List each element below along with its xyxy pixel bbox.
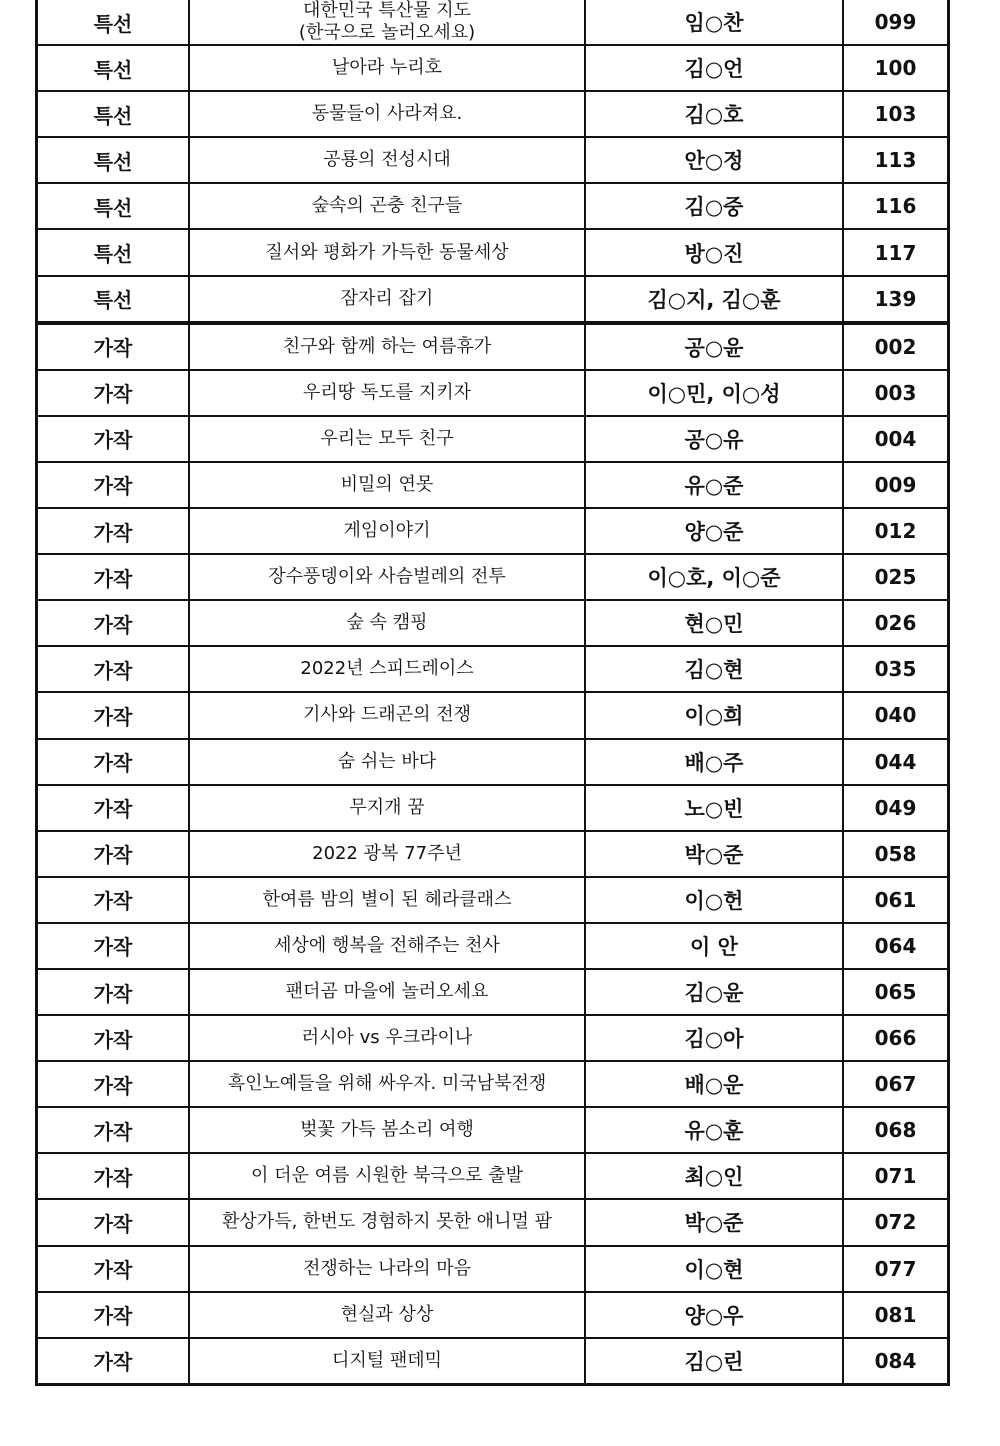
artwork-title-cell: 장수풍뎅이와 사슴벌레의 전투	[189, 554, 585, 600]
entry-number-cell: 116	[843, 183, 949, 229]
entry-number-cell: 025	[843, 554, 949, 600]
award-category-cell: 가작	[37, 1292, 190, 1338]
student-name-cell: 현○민	[585, 600, 843, 646]
student-name-cell: 김○아	[585, 1015, 843, 1061]
table-row	[37, 923, 949, 969]
entry-number-cell: 103	[843, 91, 949, 137]
artwork-title-cell: 질서와 평화가 가득한 동물세상	[189, 229, 585, 275]
award-category-cell: 가작	[37, 1246, 190, 1292]
table-row	[37, 1292, 949, 1338]
student-name-cell: 공○윤	[585, 323, 843, 370]
artwork-title-cell: 디지털 팬데믹	[189, 1338, 585, 1385]
entry-number-cell: 099	[843, 0, 949, 45]
student-name-cell: 이○현	[585, 1246, 843, 1292]
artwork-title-cell: 게임이야기	[189, 508, 585, 554]
award-category-cell: 가작	[37, 554, 190, 600]
artwork-title-cell: 2022년 스피드레이스	[189, 646, 585, 692]
table-row	[37, 1061, 949, 1107]
artwork-title-cell: 대한민국 특산물 지도 (한국으로 놀러오세요)	[189, 0, 585, 45]
artwork-title-cell: 친구와 함께 하는 여름휴가	[189, 323, 585, 370]
artwork-title-cell: 흑인노예들을 위해 싸우자. 미국남북전쟁	[189, 1061, 585, 1107]
table-row	[37, 554, 949, 600]
student-name-cell: 이○호, 이○준	[585, 554, 843, 600]
table-row	[37, 969, 949, 1015]
award-category-cell: 가작	[37, 1107, 190, 1153]
award-category-cell: 가작	[37, 1153, 190, 1199]
award-category-cell: 특선	[37, 0, 190, 45]
entry-number-cell: 040	[843, 692, 949, 738]
award-results-table	[35, 0, 950, 1386]
student-name-cell: 공○유	[585, 416, 843, 462]
artwork-title-cell: 팬더곰 마을에 놀러오세요	[189, 969, 585, 1015]
award-category-cell: 가작	[37, 923, 190, 969]
table-row	[37, 785, 949, 831]
table-row	[37, 370, 949, 416]
award-category-cell: 가작	[37, 739, 190, 785]
entry-number-cell: 002	[843, 323, 949, 370]
student-name-cell: 김○언	[585, 45, 843, 91]
award-category-cell: 가작	[37, 969, 190, 1015]
artwork-title-cell: 현실과 상상	[189, 1292, 585, 1338]
artwork-title-cell: 환상가득, 한번도 경험하지 못한 애니멀 팜	[189, 1199, 585, 1245]
entry-number-cell: 077	[843, 1246, 949, 1292]
artwork-title-cell: 세상에 행복을 전해주는 천사	[189, 923, 585, 969]
table-row	[37, 692, 949, 738]
table-row	[37, 183, 949, 229]
table-row	[37, 462, 949, 508]
student-name-cell: 김○윤	[585, 969, 843, 1015]
student-name-cell: 김○지, 김○훈	[585, 276, 843, 323]
student-name-cell: 김○린	[585, 1338, 843, 1385]
artwork-title-cell: 숨 쉬는 바다	[189, 739, 585, 785]
award-category-cell: 가작	[37, 1199, 190, 1245]
award-category-cell: 가작	[37, 462, 190, 508]
student-name-cell: 이○민, 이○성	[585, 370, 843, 416]
table-row	[37, 1338, 949, 1385]
student-name-cell: 이○희	[585, 692, 843, 738]
artwork-title-cell: 숲속의 곤충 친구들	[189, 183, 585, 229]
artwork-title-cell: 한여름 밤의 별이 된 헤라클래스	[189, 877, 585, 923]
table-row	[37, 276, 949, 323]
entry-number-cell: 139	[843, 276, 949, 323]
artwork-title-cell: 무지개 꿈	[189, 785, 585, 831]
table-row	[37, 739, 949, 785]
artwork-title-cell: 2022 광복 77주년	[189, 831, 585, 877]
entry-number-cell: 065	[843, 969, 949, 1015]
artwork-title-cell: 이 더운 여름 시원한 북극으로 출발	[189, 1153, 585, 1199]
student-name-cell: 양○준	[585, 508, 843, 554]
table-row	[37, 416, 949, 462]
award-category-cell: 가작	[37, 831, 190, 877]
award-category-cell: 가작	[37, 416, 190, 462]
table-row	[37, 508, 949, 554]
award-category-cell: 특선	[37, 91, 190, 137]
award-category-cell: 가작	[37, 877, 190, 923]
table-row	[37, 1107, 949, 1153]
student-name-cell: 배○주	[585, 739, 843, 785]
entry-number-cell: 004	[843, 416, 949, 462]
award-category-cell: 특선	[37, 276, 190, 323]
entry-number-cell: 072	[843, 1199, 949, 1245]
artwork-title-cell: 비밀의 연못	[189, 462, 585, 508]
award-category-cell: 가작	[37, 692, 190, 738]
student-name-cell: 유○준	[585, 462, 843, 508]
table-row	[37, 323, 949, 370]
table-row	[37, 600, 949, 646]
entry-number-cell: 044	[843, 739, 949, 785]
table-row	[37, 91, 949, 137]
award-category-cell: 가작	[37, 646, 190, 692]
entry-number-cell: 081	[843, 1292, 949, 1338]
artwork-title-cell: 날아라 누리호	[189, 45, 585, 91]
entry-number-cell: 009	[843, 462, 949, 508]
table-row	[37, 1199, 949, 1245]
student-name-cell: 박○준	[585, 831, 843, 877]
entry-number-cell: 066	[843, 1015, 949, 1061]
entry-number-cell: 026	[843, 600, 949, 646]
entry-number-cell: 049	[843, 785, 949, 831]
artwork-title-cell: 기사와 드래곤의 전쟁	[189, 692, 585, 738]
award-category-cell: 가작	[37, 508, 190, 554]
artwork-title-cell: 동물들이 사라져요.	[189, 91, 585, 137]
award-category-cell: 가작	[37, 785, 190, 831]
table-row	[37, 877, 949, 923]
entry-number-cell: 061	[843, 877, 949, 923]
entry-number-cell: 071	[843, 1153, 949, 1199]
entry-number-cell: 012	[843, 508, 949, 554]
artwork-title-cell: 우리땅 독도를 지키자	[189, 370, 585, 416]
table-row	[37, 1153, 949, 1199]
entry-number-cell: 003	[843, 370, 949, 416]
table-row	[37, 137, 949, 183]
award-category-cell: 특선	[37, 183, 190, 229]
award-category-cell: 특선	[37, 137, 190, 183]
award-category-cell: 가작	[37, 1061, 190, 1107]
table-row	[37, 0, 949, 45]
student-name-cell: 임○찬	[585, 0, 843, 45]
table-row	[37, 831, 949, 877]
entry-number-cell: 035	[843, 646, 949, 692]
student-name-cell: 김○현	[585, 646, 843, 692]
award-category-cell: 특선	[37, 229, 190, 275]
award-category-cell: 가작	[37, 370, 190, 416]
award-category-cell: 가작	[37, 1338, 190, 1385]
award-category-cell: 특선	[37, 45, 190, 91]
entry-number-cell: 068	[843, 1107, 949, 1153]
student-name-cell: 노○빈	[585, 785, 843, 831]
table-row	[37, 1015, 949, 1061]
student-name-cell: 김○호	[585, 91, 843, 137]
student-name-cell: 배○운	[585, 1061, 843, 1107]
award-category-cell: 가작	[37, 1015, 190, 1061]
entry-number-cell: 113	[843, 137, 949, 183]
artwork-title-cell: 전쟁하는 나라의 마음	[189, 1246, 585, 1292]
artwork-title-cell: 벚꽃 가득 봄소리 여행	[189, 1107, 585, 1153]
entry-number-cell: 100	[843, 45, 949, 91]
student-name-cell: 방○진	[585, 229, 843, 275]
artwork-title-cell: 공룡의 전성시대	[189, 137, 585, 183]
award-category-cell: 가작	[37, 323, 190, 370]
student-name-cell: 이 안	[585, 923, 843, 969]
artwork-title-cell: 잠자리 잡기	[189, 276, 585, 323]
table-row	[37, 229, 949, 275]
student-name-cell: 유○훈	[585, 1107, 843, 1153]
student-name-cell: 양○우	[585, 1292, 843, 1338]
entry-number-cell: 064	[843, 923, 949, 969]
award-category-cell: 가작	[37, 600, 190, 646]
student-name-cell: 이○헌	[585, 877, 843, 923]
entry-number-cell: 084	[843, 1338, 949, 1385]
entry-number-cell: 067	[843, 1061, 949, 1107]
student-name-cell: 박○준	[585, 1199, 843, 1245]
entry-number-cell: 058	[843, 831, 949, 877]
student-name-cell: 김○중	[585, 183, 843, 229]
table-row	[37, 1246, 949, 1292]
student-name-cell: 최○인	[585, 1153, 843, 1199]
artwork-title-cell: 숲 속 캠핑	[189, 600, 585, 646]
artwork-title-cell: 우리는 모두 친구	[189, 416, 585, 462]
student-name-cell: 안○정	[585, 137, 843, 183]
entry-number-cell: 117	[843, 229, 949, 275]
table-row	[37, 646, 949, 692]
table-row	[37, 45, 949, 91]
artwork-title-cell: 러시아 vs 우크라이나	[189, 1015, 585, 1061]
